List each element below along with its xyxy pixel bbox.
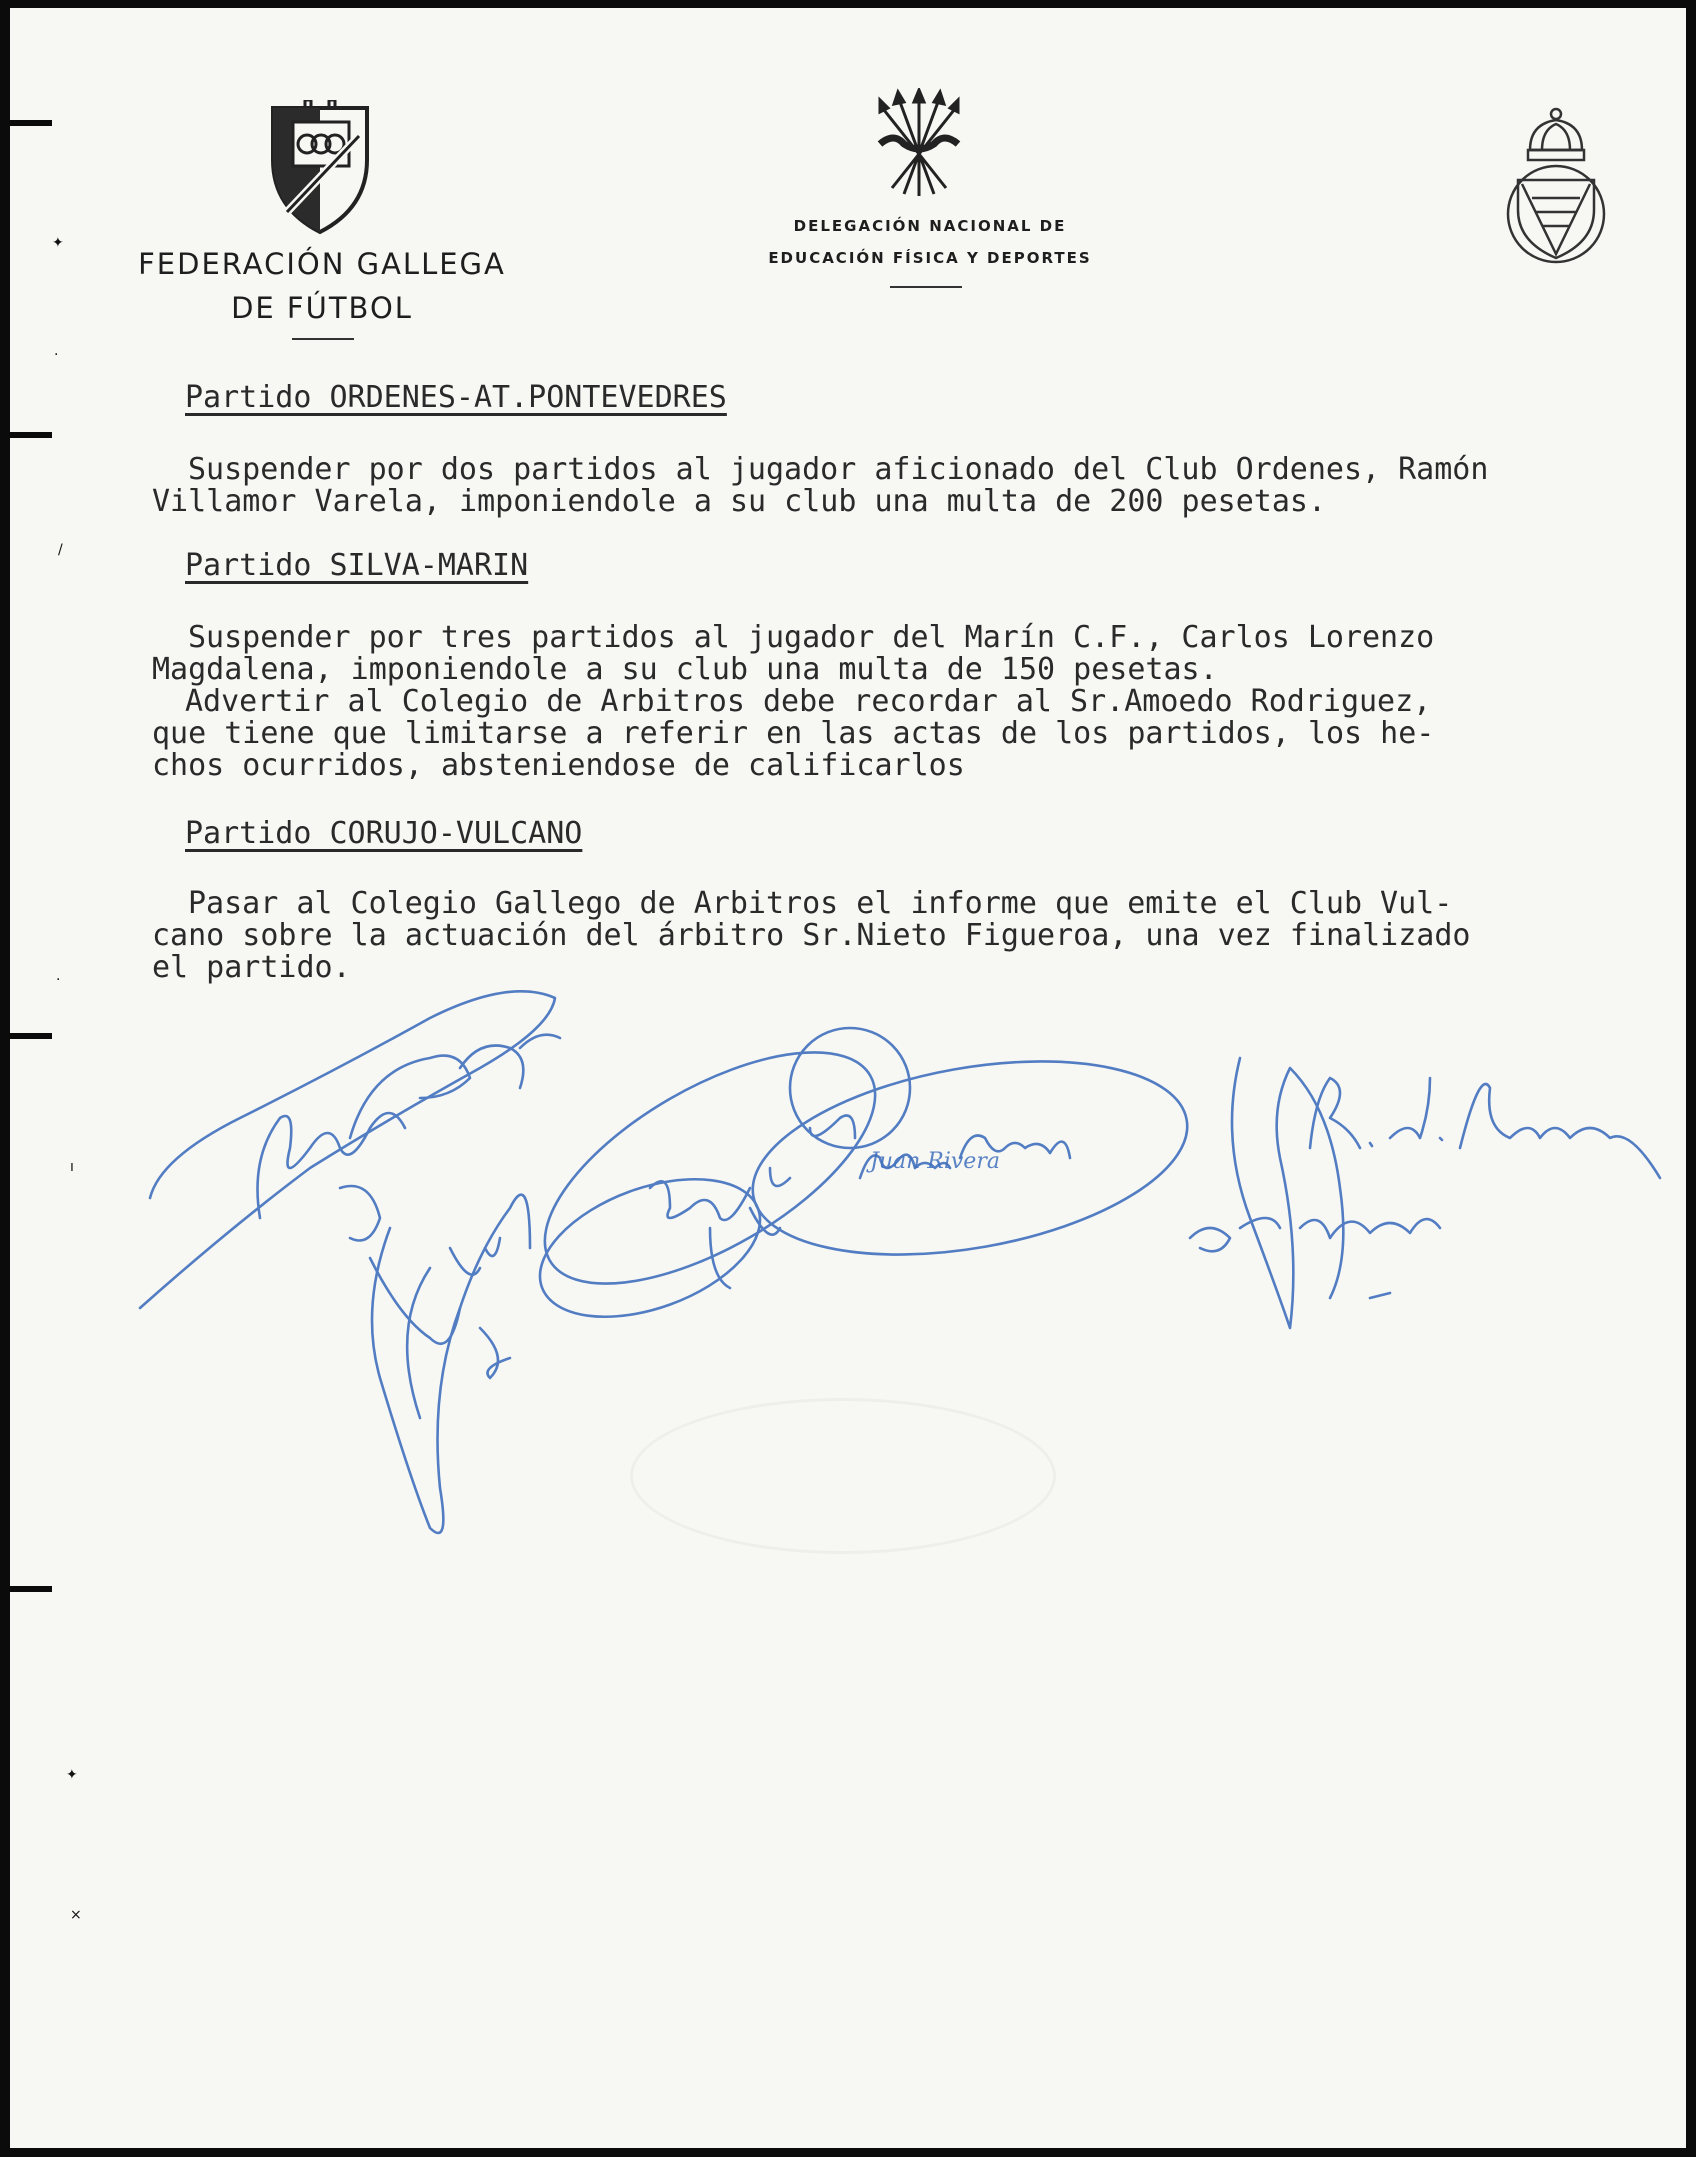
margin-tick-mark: ı: [70, 1159, 74, 1175]
margin-tick-mark: ✦: [66, 1767, 78, 1783]
margin-tick-mark: ✦: [52, 235, 64, 251]
body-line: Suspender por tres partidos al jugador del Marín C.F., Carlos Lorenzo: [188, 620, 1435, 655]
section-heading: Partido CORUJO-VULCANO: [185, 816, 583, 851]
body-line: Pasar al Colegio Gallego de Arbitros el informe que emite el Club Vul-: [188, 886, 1453, 921]
section-heading: Partido ORDENES-AT.PONTEVEDRES: [185, 380, 727, 415]
margin-tick-mark: ·: [56, 972, 61, 988]
section-heading: Partido SILVA-MARIN: [185, 548, 529, 583]
signatures-area: [10, 8, 1686, 2148]
document-page: [10, 8, 1686, 2148]
signature-3: [510, 1006, 910, 1343]
signature-name-rivera: Juan Rivera: [870, 1149, 1000, 1174]
body-line: Magdalena, imponiendole a su club una multa de 150 pesetas.: [152, 652, 1218, 687]
signature-5: [1190, 1058, 1440, 1328]
delegacion-line1: DELEGACIÓN NACIONAL DE: [793, 217, 1067, 235]
body-line: que tiene que limitarse a referir en las actas de los partidos, los he-: [152, 716, 1435, 751]
body-line: Suspender por dos partidos al jugador aficionado del Club Ordenes, Ramón: [188, 452, 1489, 487]
margin-tick-mark: ×: [70, 1907, 82, 1923]
delegacion-line2: EDUCACIÓN FÍSICA Y DEPORTES: [768, 249, 1092, 267]
body-line: chos ocurridos, absteniendose de calificarlos: [152, 748, 965, 783]
body-line: cano sobre la actuación del árbitro Sr.Nieto Figueroa, una vez finalizado: [152, 918, 1471, 953]
federation-name-line2: DE FÚTBOL: [231, 291, 413, 325]
body-line: el partido.: [152, 950, 351, 985]
signature-1: [140, 991, 560, 1308]
margin-tick-mark: /: [58, 542, 63, 558]
faint-stamp-showthrough: [630, 1398, 1056, 1554]
signature-2: [370, 1195, 530, 1533]
federation-name-line1: FEDERACIÓN GALLEGA: [138, 247, 506, 281]
body-line: Villamor Varela, imponiendole a su club una multa de 200 pesetas.: [152, 484, 1326, 519]
body-line: Advertir al Colegio de Arbitros debe recordar al Sr.Amoedo Rodriguez,: [185, 684, 1432, 719]
margin-tick-mark: ·: [54, 347, 59, 363]
